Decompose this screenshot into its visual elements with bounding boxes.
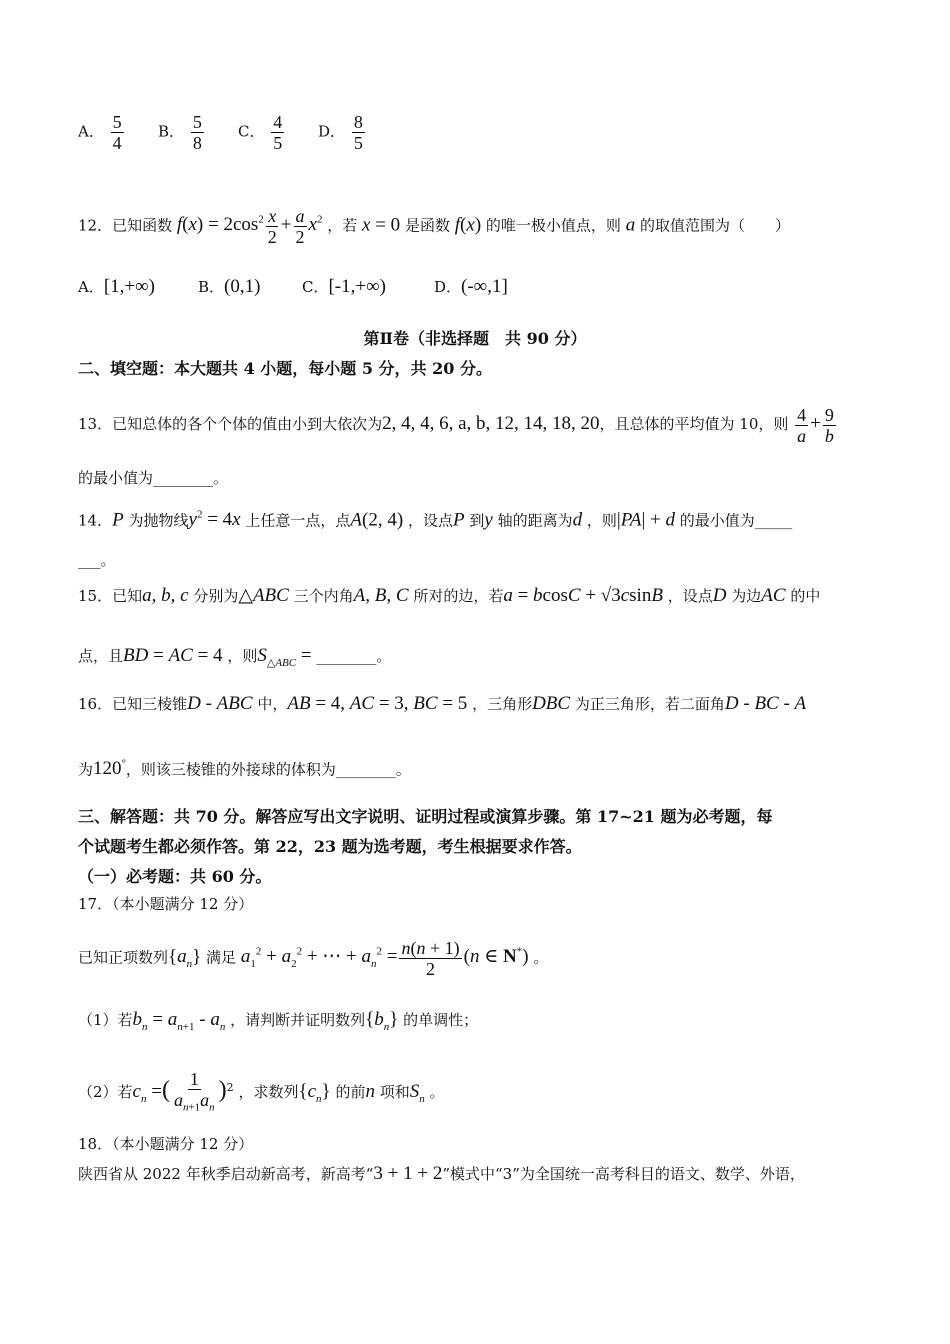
text: （2）若 — [78, 1083, 133, 1101]
text: 轴的距离为 — [497, 511, 573, 530]
option-label: C． — [238, 122, 265, 141]
text: 项和 — [379, 1083, 410, 1101]
text: ，三角形 — [472, 695, 533, 713]
text: ，则该三棱锥的外接球的体积为________。 — [125, 760, 411, 779]
option-value: [1,+∞) — [103, 276, 156, 297]
text: 15．已知 — [78, 587, 143, 605]
text: 的单调性； — [403, 1011, 479, 1029]
text: ，设点 — [407, 511, 453, 530]
option-label: D． — [318, 122, 346, 141]
text: 14． — [78, 511, 113, 530]
text: ，则 — [586, 511, 617, 530]
fraction: $\frac{9}{b}$ — [824, 404, 834, 446]
denominator: 4 — [112, 133, 122, 153]
text: 分别为 — [193, 587, 239, 605]
subsection1-title: （一）必考题：共 60 分。 — [78, 867, 272, 886]
text: 到 — [469, 511, 485, 530]
option-value: [-1,+∞) — [328, 276, 386, 297]
q13-sequence: 2, 4, 4, 6, a, b, 12, 14, 18, 20 — [382, 413, 600, 434]
q16-line2: 为120°，则该三棱锥的外接球的体积为________。 — [78, 758, 411, 780]
text: ，设点 — [667, 587, 713, 605]
fraction — [111, 112, 124, 153]
denominator: 8 — [192, 133, 202, 153]
numerator: 4 — [273, 112, 283, 132]
fraction — [271, 112, 284, 153]
text: ”模式中“3”为全国统一高考科目的语文、数学、外语， — [442, 1165, 805, 1183]
q18-formula: 3 + 1 + 2 — [373, 1163, 443, 1184]
text: ，请判断并证明数列 — [230, 1011, 366, 1029]
q15-line1: 15．已知a, b, c 分别为△ABC 三个内角A, B, C 所对的边，若a = bcosC + √3csinB ，设点D 为边AC 的中 — [78, 585, 821, 606]
text: 所对的边，若 — [413, 587, 504, 605]
text: 13．已知总体的各个个体的值由小到大依次为 — [78, 415, 383, 433]
text: 。 — [533, 948, 549, 967]
text: 的最小值为_____ — [679, 511, 793, 530]
q17-part1: （1）若$b_n = a_{n+1} - a_n$ ，请判断并证明数列$\{b_n\}$ 的单调性； — [78, 1009, 479, 1033]
text: ，若 — [327, 216, 358, 235]
section2-title: 二、填空题：本大题共 4 小题，每小题 5 分，共 20 分。 — [78, 359, 492, 378]
text: 为 — [78, 760, 94, 779]
q16-line1: 16．已知三棱锥D - ABC 中，AB = 4, AC = 3, BC = 5 ，三角形DBC 为正三角形，若二面角D - BC - A — [78, 693, 807, 714]
q12-function-formula: $f(x) = 2\cos^2$ — [176, 214, 264, 236]
text: ，则 — [227, 647, 258, 665]
text: 三个内角 — [293, 587, 354, 605]
q11-option-c[interactable] — [238, 112, 286, 153]
q13-line2: 的最小值为________。 — [78, 469, 229, 487]
text: 。 — [429, 1083, 445, 1101]
q12-option-d[interactable] — [434, 276, 508, 298]
option-label: B． — [198, 278, 225, 296]
text: 的取值范围为（ ） — [640, 216, 791, 235]
text: 16．已知三棱锥 — [78, 695, 188, 713]
option-label: A． — [78, 122, 104, 141]
q18-header: 18．（本小题满分 12 分） — [78, 1135, 254, 1153]
option-value: (0,1) — [224, 276, 261, 297]
q14-line1: 14．P 为抛物线$y^2 = 4x$ 上任意一点，点A(2, 4) ，设点P 到y 轴的距离为d ，则|PA| + d 的最小值为_____ — [78, 509, 793, 531]
text: 是函数 — [404, 216, 450, 235]
text: 满足 — [206, 948, 237, 967]
option-value: (-∞,1] — [461, 276, 508, 297]
q12-stem: 12．已知函数 $f(x) = 2\cos^2$ $\frac{x}{2}$ + $\frac{a}{2}$ $x^2$ ，若 x = 0 是函数 f(x) 的唯一极小值点，则 a 的取值范围为（ ） — [78, 205, 791, 247]
text: 上任意一点，点 — [245, 511, 351, 530]
text: （1）若 — [78, 1011, 133, 1029]
numerator: 8 — [353, 112, 363, 132]
text: 的前 — [335, 1083, 366, 1101]
q11-option-a[interactable] — [78, 112, 126, 153]
fraction — [352, 112, 365, 153]
denominator: 5 — [353, 133, 363, 153]
q12-option-a[interactable] — [78, 276, 155, 298]
fraction: $\frac{1}{a_{n+1}a_n}$ — [173, 1068, 215, 1114]
text: ，且总体的平均值为 10，则 — [599, 415, 789, 433]
q17-header: 17．（本小题满分 12 分） — [78, 895, 254, 913]
fraction: $\frac{n(n + 1)}{2}$ — [401, 937, 460, 979]
fraction — [191, 112, 204, 153]
section3-title-line1: 三、解答题：共 70 分。解答应写出文字说明、证明过程或演算步骤。第 17~21 题为必考题，每 — [78, 807, 773, 826]
text: 陕西省从 2022 年秋季启动新高考，新高考“ — [78, 1165, 374, 1183]
q11-option-d[interactable] — [318, 112, 367, 153]
fraction: $\frac{a}{2}$ — [295, 205, 305, 247]
text: ________。 — [316, 647, 392, 665]
text: 为边 — [731, 587, 762, 605]
text: 中， — [257, 695, 288, 713]
numerator: 5 — [192, 112, 202, 132]
text: 为抛物线 — [128, 511, 189, 530]
q18-line1 — [78, 1164, 805, 1184]
q13-line1: 13．已知总体的各个个体的值由小到大依次为2, 4, 4, 6, a, b, 12, 14, 18, 20，且总体的平均值为 10，则 $\frac{4}{a}$ + $\frac{9}{b}$ — [78, 404, 834, 446]
q11-option-b[interactable] — [158, 112, 206, 153]
fraction: $\frac{4}{a}$ — [797, 404, 807, 446]
q17-stem: 已知正项数列$\{a_n\}$ 满足 $a_1^2 + a_2^2$ + ⋯ + $a_n^2$ = $\frac{n(n + 1)}{2}$ (n ∈ N*) 。 — [78, 937, 549, 979]
text: 点，且 — [78, 647, 124, 665]
option-label: D． — [434, 278, 462, 296]
section3-title-line2: 个试题考生都必须作答。第 22，23 题为选考题，考生根据要求作答。 — [78, 837, 582, 856]
q12-option-b[interactable] — [198, 276, 260, 298]
text: 已知正项数列 — [78, 948, 169, 967]
option-label: C． — [302, 278, 329, 296]
text: ，求数列 — [238, 1083, 299, 1101]
q12-option-c[interactable] — [302, 276, 386, 298]
text: 的唯一极小值点，则 — [485, 216, 621, 235]
q12-prefix: 12．已知函数 — [78, 216, 173, 235]
text: 为正三角形，若二面角 — [574, 695, 725, 713]
text: 的中 — [790, 587, 821, 605]
fraction: $\frac{x}{2}$ — [267, 205, 277, 247]
option-label: B． — [158, 122, 185, 141]
q17-part2: （2）若$c_n$ =( $\frac{1}{a_{n+1}a_n}$ )$^2$ ，求数列$\{c_n\}$ 的前n 项和$S_n$ 。 — [78, 1060, 445, 1127]
q14-line2: ___。 — [78, 551, 116, 569]
part2-title: 第Ⅱ卷（非选择题 共 90 分） — [363, 329, 587, 348]
option-label: A． — [78, 278, 104, 296]
q15-line2: 点，且BD = AC = 4 ，则$S_{\triangle ABC}$ = ________。 — [78, 645, 392, 669]
denominator: 5 — [273, 133, 283, 153]
numerator: 5 — [112, 112, 122, 132]
